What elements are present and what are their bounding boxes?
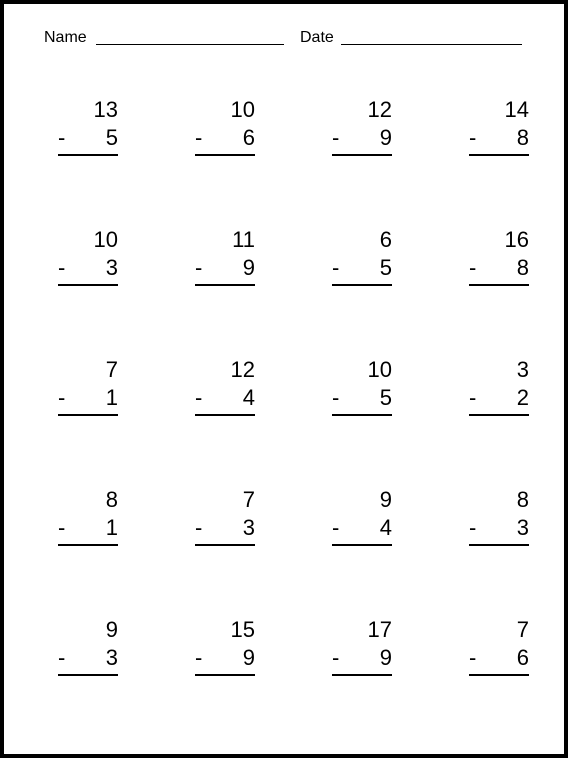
minuend: 9 (379, 487, 392, 512)
answer-line[interactable] (58, 154, 118, 156)
answer-line[interactable] (58, 284, 118, 286)
minus-sign: - (58, 255, 66, 280)
answer-line[interactable] (469, 414, 529, 416)
date-label: Date (300, 29, 334, 46)
minus-sign: - (332, 645, 340, 670)
minus-sign: - (58, 515, 66, 540)
answer-line[interactable] (469, 544, 529, 546)
answer-line[interactable] (469, 154, 529, 156)
subtraction-problem (195, 617, 255, 697)
minus-sign: - (332, 125, 340, 150)
minus-sign: - (469, 125, 477, 150)
subtraction-problem (469, 357, 529, 437)
minuend: 11 (232, 227, 255, 252)
subtrahend: 3 (105, 645, 118, 670)
minuend: 8 (516, 487, 529, 512)
subtrahend: 8 (516, 255, 529, 280)
minus-sign: - (332, 385, 340, 410)
subtraction-problem (195, 357, 255, 437)
answer-line[interactable] (332, 544, 392, 546)
answer-line[interactable] (332, 674, 392, 676)
answer-line[interactable] (195, 284, 255, 286)
minuend: 9 (105, 617, 118, 642)
answer-line[interactable] (332, 414, 392, 416)
answer-line[interactable] (332, 284, 392, 286)
minus-sign: - (195, 255, 203, 280)
subtrahend: 4 (379, 515, 392, 540)
minuend: 13 (93, 97, 118, 122)
subtraction-problem (58, 617, 118, 697)
answer-line[interactable] (332, 154, 392, 156)
subtraction-problem (469, 97, 529, 177)
minuend: 16 (504, 227, 529, 252)
subtrahend: 1 (105, 385, 118, 410)
minuend: 17 (367, 617, 392, 642)
answer-line[interactable] (58, 674, 118, 676)
subtrahend: 9 (242, 645, 255, 670)
subtrahend: 3 (516, 515, 529, 540)
minus-sign: - (469, 385, 477, 410)
answer-line[interactable] (469, 674, 529, 676)
subtraction-problem (58, 487, 118, 567)
minus-sign: - (195, 125, 203, 150)
subtrahend: 8 (516, 125, 529, 150)
minus-sign: - (195, 385, 203, 410)
minus-sign: - (58, 125, 66, 150)
name-field-line[interactable] (96, 44, 284, 45)
minuend: 3 (516, 357, 529, 382)
name-label: Name (44, 29, 87, 46)
answer-line[interactable] (469, 284, 529, 286)
subtraction-problem (469, 227, 529, 307)
subtrahend: 9 (242, 255, 255, 280)
minuend: 10 (367, 357, 392, 382)
subtrahend: 5 (379, 255, 392, 280)
minus-sign: - (332, 515, 340, 540)
subtrahend: 3 (242, 515, 255, 540)
minuend: 10 (93, 227, 118, 252)
subtrahend: 9 (379, 125, 392, 150)
minus-sign: - (195, 645, 203, 670)
subtraction-problem (469, 617, 529, 697)
subtrahend: 9 (379, 645, 392, 670)
subtrahend: 1 (105, 515, 118, 540)
subtrahend: 4 (242, 385, 255, 410)
minuend: 10 (230, 97, 255, 122)
minus-sign: - (332, 255, 340, 280)
subtraction-problem (195, 227, 255, 307)
subtraction-problem (58, 97, 118, 177)
subtraction-problem (58, 227, 118, 307)
minus-sign: - (195, 515, 203, 540)
subtraction-problem (332, 227, 392, 307)
worksheet-header (4, 4, 564, 64)
minus-sign: - (469, 645, 477, 670)
subtraction-problem (332, 357, 392, 437)
minuend: 7 (242, 487, 255, 512)
subtrahend: 5 (105, 125, 118, 150)
minus-sign: - (58, 645, 66, 670)
minuend: 14 (504, 97, 529, 122)
subtrahend: 3 (105, 255, 118, 280)
date-field-line[interactable] (341, 44, 522, 45)
minuend: 7 (105, 357, 118, 382)
minus-sign: - (469, 515, 477, 540)
answer-line[interactable] (58, 414, 118, 416)
minuend: 7 (516, 617, 529, 642)
minuend: 12 (230, 357, 255, 382)
minuend: 12 (367, 97, 392, 122)
subtraction-problem (332, 487, 392, 567)
subtrahend: 5 (379, 385, 392, 410)
answer-line[interactable] (195, 544, 255, 546)
answer-line[interactable] (58, 544, 118, 546)
subtraction-problem (469, 487, 529, 567)
minuend: 6 (379, 227, 392, 252)
minus-sign: - (58, 385, 66, 410)
answer-line[interactable] (195, 154, 255, 156)
subtrahend: 6 (242, 125, 255, 150)
subtraction-problem (58, 357, 118, 437)
subtraction-problem (332, 97, 392, 177)
subtraction-problem (195, 97, 255, 177)
subtraction-problem (332, 617, 392, 697)
answer-line[interactable] (195, 674, 255, 676)
answer-line[interactable] (195, 414, 255, 416)
minuend: 15 (230, 617, 255, 642)
subtraction-problem (195, 487, 255, 567)
subtrahend: 2 (516, 385, 529, 410)
minuend: 8 (105, 487, 118, 512)
minus-sign: - (469, 255, 477, 280)
subtrahend: 6 (516, 645, 529, 670)
